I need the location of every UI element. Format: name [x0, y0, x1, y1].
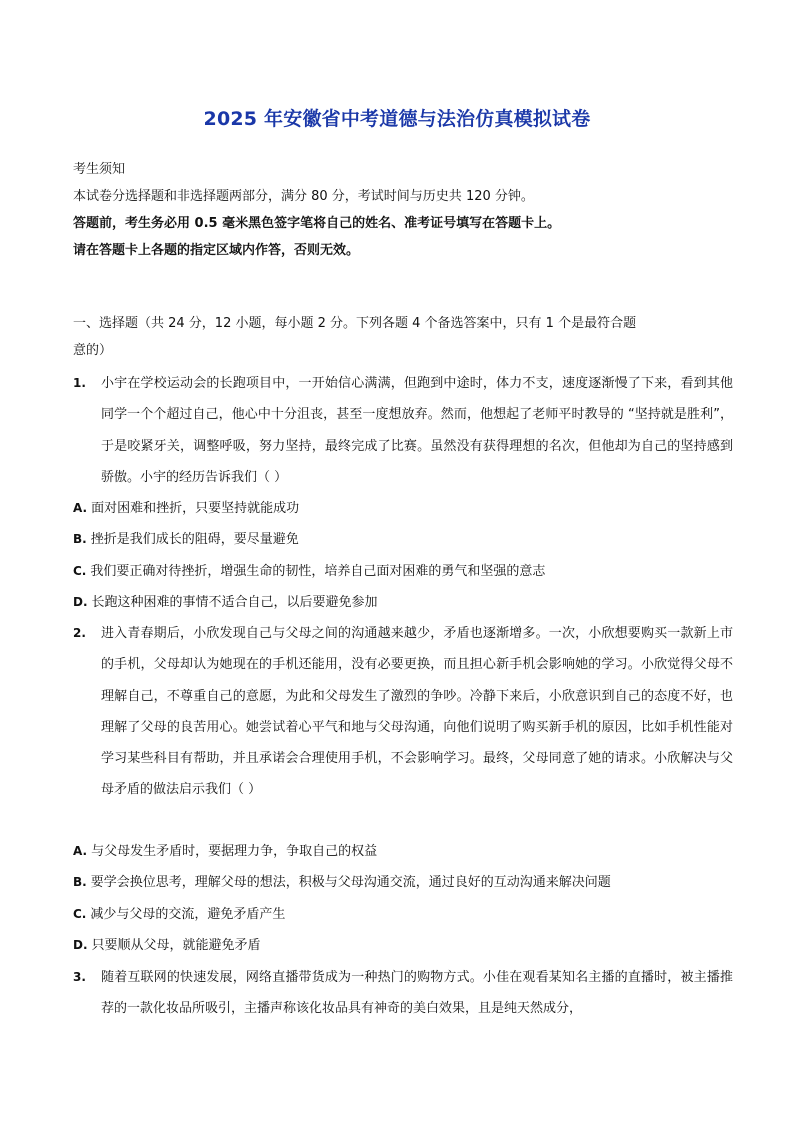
option-letter: C. [73, 907, 87, 921]
option-text: 挫折是我们成长的阻碍，要尽量避免 [90, 532, 299, 547]
option-text: 长跑这种困难的事情不适合自己，以后要避免参加 [91, 595, 378, 610]
notice-line-2: 答题前，考生务必用 0.5 毫米黑色签字笔将自己的姓名、准考证号填写在答题卡上。 [73, 216, 561, 231]
option-letter: A. [73, 501, 88, 515]
option-letter: C. [73, 564, 87, 578]
option-text: 只要顺从父母，就能避免矛盾 [91, 938, 261, 953]
question-number: 2. [73, 626, 86, 640]
exam-title: 2025 年安徽省中考道德与法治仿真模拟试卷 [203, 108, 591, 130]
option-text: 要学会换位思考，理解父母的想法，积极与父母沟通交流，通过良好的互动沟通来解决问题 [90, 875, 611, 890]
option-b[interactable] [73, 867, 733, 898]
option-text: 与父母发生矛盾时，要据理力争，争取自己的权益 [91, 844, 378, 859]
option-letter: D. [73, 938, 88, 952]
option-a[interactable] [73, 493, 733, 524]
question-3 [73, 962, 733, 1025]
option-letter: B. [73, 532, 87, 546]
section-heading-line-1: 一、选择题（共 24 分，12 小题，每小题 2 分。下列各题 4 个备选答案中，只有 1 个是最符合题 [73, 316, 637, 331]
option-c[interactable] [73, 899, 733, 930]
notice-line-3: 请在答题卡上各题的指定区域内作答，否则无效。 [73, 243, 360, 258]
option-a[interactable] [73, 836, 733, 867]
candidate-notice [73, 156, 733, 264]
option-c[interactable] [73, 556, 733, 587]
option-letter: B. [73, 875, 87, 889]
notice-heading: 考生须知 [73, 162, 126, 177]
option-text: 减少与父母的交流，避免矛盾产生 [90, 907, 286, 922]
notice-line-1: 本试卷分选择题和非选择题两部分，满分 80 分，考试时间与历史共 120 分钟。 [73, 189, 534, 204]
question-stem: 随着互联网的快速发展，网络直播带货成为一种热门的购物方式。小佳在观看某知名主播的直播时，被主播推荐的一款化妆品所吸引，主播声称该化妆品具有神奇的美白效果，且是纯天然成分， [101, 970, 733, 1017]
question-number: 1. [73, 376, 86, 390]
section-heading-line-2: 意的） [73, 343, 113, 358]
question-stem: 进入青春期后，小欣发现自己与父母之间的沟通越来越少，矛盾也逐渐增多。一次，小欣想要购买一款新上市的手机，父母却认为她现在的手机还能用，没有必要更换，而且担心新手机会影响她的学习。小欣觉得父母不理解自己，不尊重自己的意愿，为此和父母发生了激烈的争吵。冷静下来后，小欣意识到自己的态度不好，也理解了父母的良苦用心。她尝试着心平气和地与父母沟通，向他们说明了购买新手机的原因，比如手机性能对学习某些科目有帮助，并且承诺会合理使用手机，不会影响学习。最终，父母同意了她的请求。小欣解决与父母矛盾的做法启示我们（ ） [101, 626, 733, 798]
option-b[interactable] [73, 524, 733, 555]
question-number: 3. [73, 970, 86, 984]
option-d[interactable] [73, 587, 733, 618]
option-letter: D. [73, 595, 88, 609]
option-text: 我们要正确对待挫折，增强生命的韧性，培养自己面对困难的勇气和坚强的意志 [90, 564, 546, 579]
question-2 [73, 618, 733, 806]
section-heading [73, 310, 733, 364]
option-d[interactable] [73, 930, 733, 961]
option-letter: A. [73, 844, 88, 858]
option-text: 面对困难和挫折，只要坚持就能成功 [91, 501, 300, 516]
question-1 [73, 368, 733, 493]
question-stem: 小宇在学校运动会的长跑项目中，一开始信心满满，但跑到中途时，体力不支，速度逐渐慢了下来，看到其他同学一个个超过自己，他心中十分沮丧，甚至一度想放弃。然而，他想起了老师平时教导的 “坚持就是胜利”，于是咬紧牙关，调整呼吸，努力坚持，最终完成了比赛。虽然没有获得理想的名次，但他却为自己的坚持感到骄傲。小宇的经历告诉我们（ ） [101, 376, 733, 485]
